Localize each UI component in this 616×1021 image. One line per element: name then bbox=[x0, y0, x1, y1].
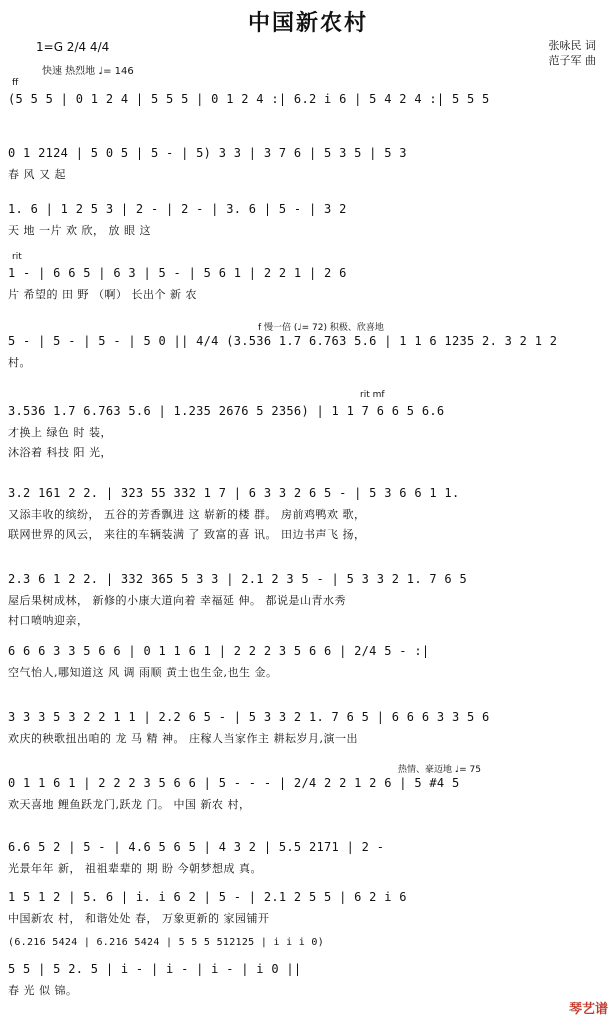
notation-line: 3.536 1.7 6.763 5.6 | 1.235 2676 5 2356) | 1 1 7 6 6 5 6.6 bbox=[8, 404, 445, 418]
notation-line: 6.6 5 2 | 5 - | 4.6 5 6 5 | 4 3 2 | 5.5 2171 | 2 - bbox=[8, 840, 385, 854]
lyric-line: 天 地 一片 欢 欣， 放 眼 这 bbox=[8, 224, 151, 237]
notation-line: 0 1 1 6 1 | 2 2 2 3 5 6 6 | 5 - - - | 2/4 2 2 1 2 6 | 5 #4 5 bbox=[8, 776, 460, 790]
expression-mark: f 慢一倍 (♩= 72) 积极、欣喜地 bbox=[258, 323, 384, 333]
expression-mark: ff bbox=[12, 78, 19, 88]
lyric-line: 欢庆的秧歌扭出咱的 龙 马 精 神。 庄稼人当家作主 耕耘岁月,演一出 bbox=[8, 732, 358, 745]
notation-line: 1. 6 | 1 2 5 3 | 2 - | 2 - | 3. 6 | 5 - | 3 2 bbox=[8, 202, 347, 216]
lyric-line: 屋后果树成林， 新修的小康大道向着 幸福延 伸。 都说是山青水秀 bbox=[8, 594, 346, 607]
notation-line: 1 5 1 2 | 5. 6 | i. i 6 2 | 5 - | 2.1 2 5 5 | 6 2 i 6 bbox=[8, 890, 407, 904]
lyric-line-verse-2: 沐浴着 科技 阳 光， bbox=[8, 446, 112, 459]
expression-mark: 热情、豪迈地 ♩= 75 bbox=[398, 765, 481, 775]
notation-line: 3 3 3 5 3 2 2 1 1 | 2.2 6 5 - | 5 3 3 2 1. 7 6 5 | 6 6 6 3 3 5 6 bbox=[8, 710, 490, 724]
notation-line: (6.216 5424 | 6.216 5424 | 5 5 5 512125 | i i i 0) bbox=[8, 937, 325, 948]
notation-line: 2.3 6 1 2 2. | 332 365 5 3 3 | 2.1 2 3 5 - | 5 3 3 2 1. 7 6 5 bbox=[8, 572, 468, 586]
credits bbox=[549, 38, 597, 68]
page-title: 中国新农村 bbox=[247, 10, 368, 36]
composer: 范子军 曲 bbox=[548, 54, 596, 67]
key-signature: 1=G 2/4 4/4 bbox=[36, 40, 110, 54]
notation-line: 1 - | 6 6 5 | 6 3 | 5 - | 5 6 1 | 2 2 1 | 2 6 bbox=[8, 266, 347, 280]
lyric-line: 村。 bbox=[8, 356, 31, 369]
expression-mark: rit bbox=[12, 252, 22, 262]
notation-line: 0 1 2124 | 5 0 5 | 5 - | 5) 3 3 | 3 7 6 | 5 3 5 | 5 3 bbox=[8, 146, 407, 160]
watermark-logo: 琴艺谱 bbox=[568, 1002, 608, 1017]
lyric-line-verse-2: 联网世界的风云， 来往的车辆装满 了 致富的喜 讯。 田边书声飞 扬， bbox=[8, 528, 366, 541]
lyric-line: 春 光 似 锦。 bbox=[8, 984, 78, 997]
lyric-line: 才换上 绿色 时 装， bbox=[8, 426, 112, 439]
lyric-line: 欢天喜地 鲤鱼跃龙门,跃龙 门。 中国 新农 村， bbox=[8, 798, 251, 811]
notation-line: 6 6 6 3 3 5 6 6 | 0 1 1 6 1 | 2 2 2 3 5 6 6 | 2/4 5 - :| bbox=[8, 644, 430, 658]
lyric-line: 光景年年 新， 祖祖辈辈的 期 盼 今朝梦想成 真。 bbox=[8, 862, 262, 875]
tempo-marking: 快速 热烈地 ♩= 146 bbox=[42, 66, 134, 77]
expression-mark: rit mf bbox=[360, 390, 385, 400]
notation-line: (5 5 5 | 0 1 2 4 | 5 5 5 | 0 1 2 4 :| 6.2 i 6 | 5 4 2 4 :| 5 5 5 bbox=[8, 92, 490, 106]
notation-line: 5 5 | 5 2. 5 | i - | i - | i - | i 0 || bbox=[8, 962, 302, 976]
lyric-line: 空气怡人,哪知道这 风 调 雨顺 黄土也生金,也生 金。 bbox=[8, 666, 278, 679]
lyric-line-verse-2: 村口喷呐迎亲， bbox=[8, 614, 89, 627]
lyric-line: 片 希望的 田 野 （啊） 长出个 新 农 bbox=[8, 288, 197, 301]
lyric-line: 春 风 又 起 bbox=[8, 168, 66, 181]
lyricist: 张咏民 词 bbox=[548, 39, 596, 52]
notation-line: 5 - | 5 - | 5 - | 5 0 || 4/4 (3.536 1.7 6.763 5.6 | 1 1 6 1235 2. 3 2 1 2 bbox=[8, 334, 558, 348]
lyric-line: 又添丰收的缤纷， 五谷的芳香飘进 这 崭新的楼 群。 房前鸡鸭欢 歌， bbox=[8, 508, 366, 521]
notation-line: 3.2 161 2 2. | 323 55 332 1 7 | 6 3 3 2 6 5 - | 5 3 6 6 1 1. bbox=[8, 486, 460, 500]
lyric-line: 中国新农 村， 和谐处处 春， 万象更新的 家园铺开 bbox=[8, 912, 270, 925]
